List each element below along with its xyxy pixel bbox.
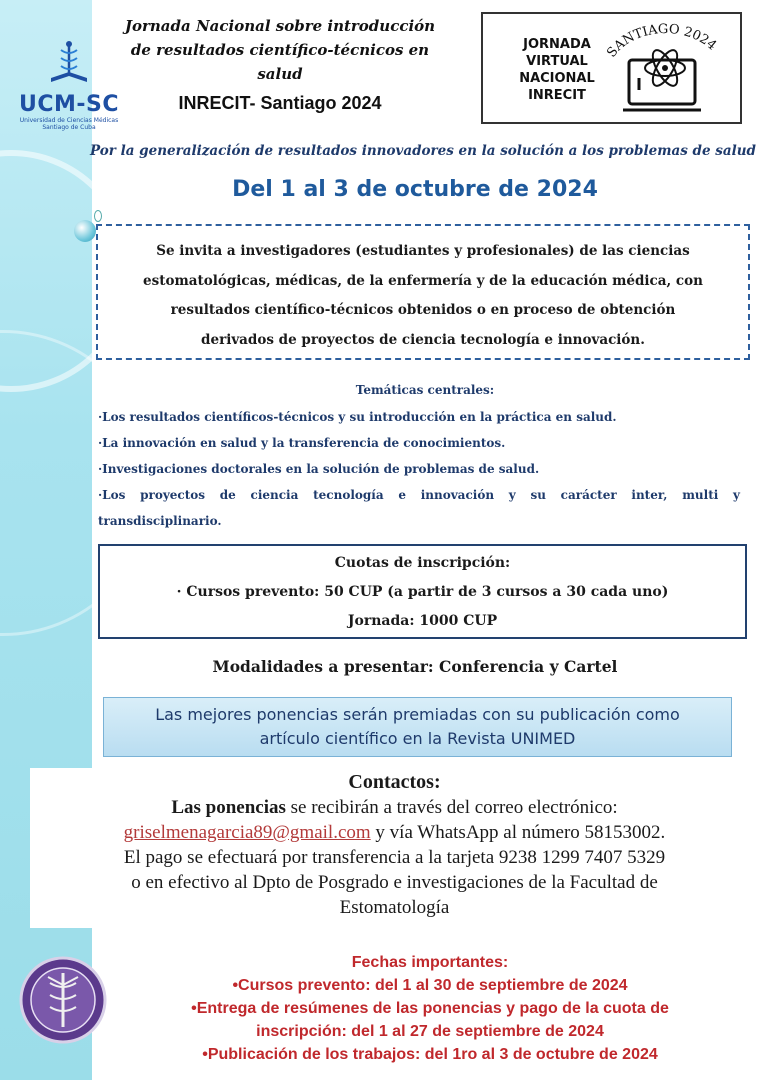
list-item: ·Los resultados científicos-técnicos y su introducción en la práctica en salud. [98,410,617,424]
badge-line: VIRTUAL [526,54,588,69]
tagline: Por la generalización de resultados innovadores en la solución a los problemas de salud [90,143,756,159]
contact-line [30,820,759,845]
fee-jornada: Jornada: 1000 CUP [347,613,498,629]
modalities: Modalidades a presentar: Conferencia y Cartel [212,657,618,676]
whatsapp-text: y vía WhatsApp al número 58153002. [370,822,666,843]
important-line: •Publicación de los trabajos: del 1ro al 3 de octubre de 2024 [202,1046,658,1063]
invite-line: estomatológicas, médicas, de la enfermería y de la educación médica, con [143,272,703,289]
important-line: inscripción: del 1 al 27 de septiembre de 2024 [256,1023,604,1040]
contact-heading: Contactos: [348,771,441,793]
important-line: •Cursos prevento: del 1 al 30 de septiembre de 2024 [232,977,628,994]
fee-courses: · Cursos prevento: 50 CUP (a partir de 3 cursos a 30 cada uno) [176,584,669,600]
decorative-bubble-icon [94,210,102,222]
page-title [95,14,465,86]
contact-section [30,770,759,920]
important-heading: Fechas importantes: [351,954,509,971]
contact-lead-text: se recibirán a través del correo electrónico: [285,797,618,818]
badge-line: NACIONAL [519,71,595,86]
logo-subtitle: Santiago de Cuba [42,124,96,131]
logo-title: UCM-SC [18,92,120,117]
payment-line: o en efectivo al Dpto de Posgrado e investigaciones de la Facultad de [131,872,658,893]
prize-banner [103,697,732,757]
payment-line: El pago se efectuará por transferencia a la tarjeta 9238 1299 7407 5329 [123,847,666,868]
invitation-box [96,224,750,360]
event-subtitle: INRECIT- Santiago 2024 [178,93,382,113]
badge-arc-text: SANTIAGO 2024 [604,21,720,61]
prize-line: artículo científico en la Revista UNIMED [259,729,576,748]
important-line: •Entrega de resúmenes de las ponencias y pago de la cuota de [191,1000,669,1017]
fees-heading: Cuotas de inscripción: [334,555,511,571]
computer-atom-icon [593,18,733,118]
caduceus-book-icon [45,38,93,86]
event-dates: Del 1 al 3 de octubre de 2024 [232,177,598,202]
email-link[interactable]: griselmenagarcia89@gmail.com [123,822,371,843]
invite-line: derivados de proyectos de ciencia tecnología e innovación. [201,331,645,348]
topics-list [98,404,740,534]
title-line: Jornada Nacional sobre introducción [124,17,436,35]
list-item: ·Los proyectos de ciencia tecnología e innovación y su carácter inter, multi y transdisciplinario. [98,488,740,528]
important-dates [110,951,750,1066]
topics-heading: Temáticas centrales: [355,383,495,397]
invite-line: Se invita a investigadores (estudiantes y profesionales) de las ciencias [156,243,690,259]
faculty-seal-icon [18,955,108,1045]
logo-subtitle: Universidad de Ciencias Médicas [19,117,119,124]
invite-line: resultados científico-técnicos obtenidos o en proceso de obtención [170,302,676,318]
list-item: ·Investigaciones doctorales en la solución de problemas de salud. [98,462,540,476]
badge-line: INRECIT [528,88,586,103]
contact-lead-bold: Las ponencias [171,797,286,818]
fees-box [98,544,747,639]
event-badge [481,12,742,124]
title-line: de resultados científico-técnicos en [130,41,430,59]
prize-line: Las mejores ponencias serán premiadas con su publicación como [155,705,680,724]
contact-line [30,795,759,820]
list-item: ·La innovación en salud y la transferencia de conocimientos. [98,436,506,450]
payment-line: Estomatología [339,897,450,918]
decorative-sphere-icon [74,220,96,242]
badge-line: JORNADA [523,37,591,52]
title-line: salud [257,65,303,83]
